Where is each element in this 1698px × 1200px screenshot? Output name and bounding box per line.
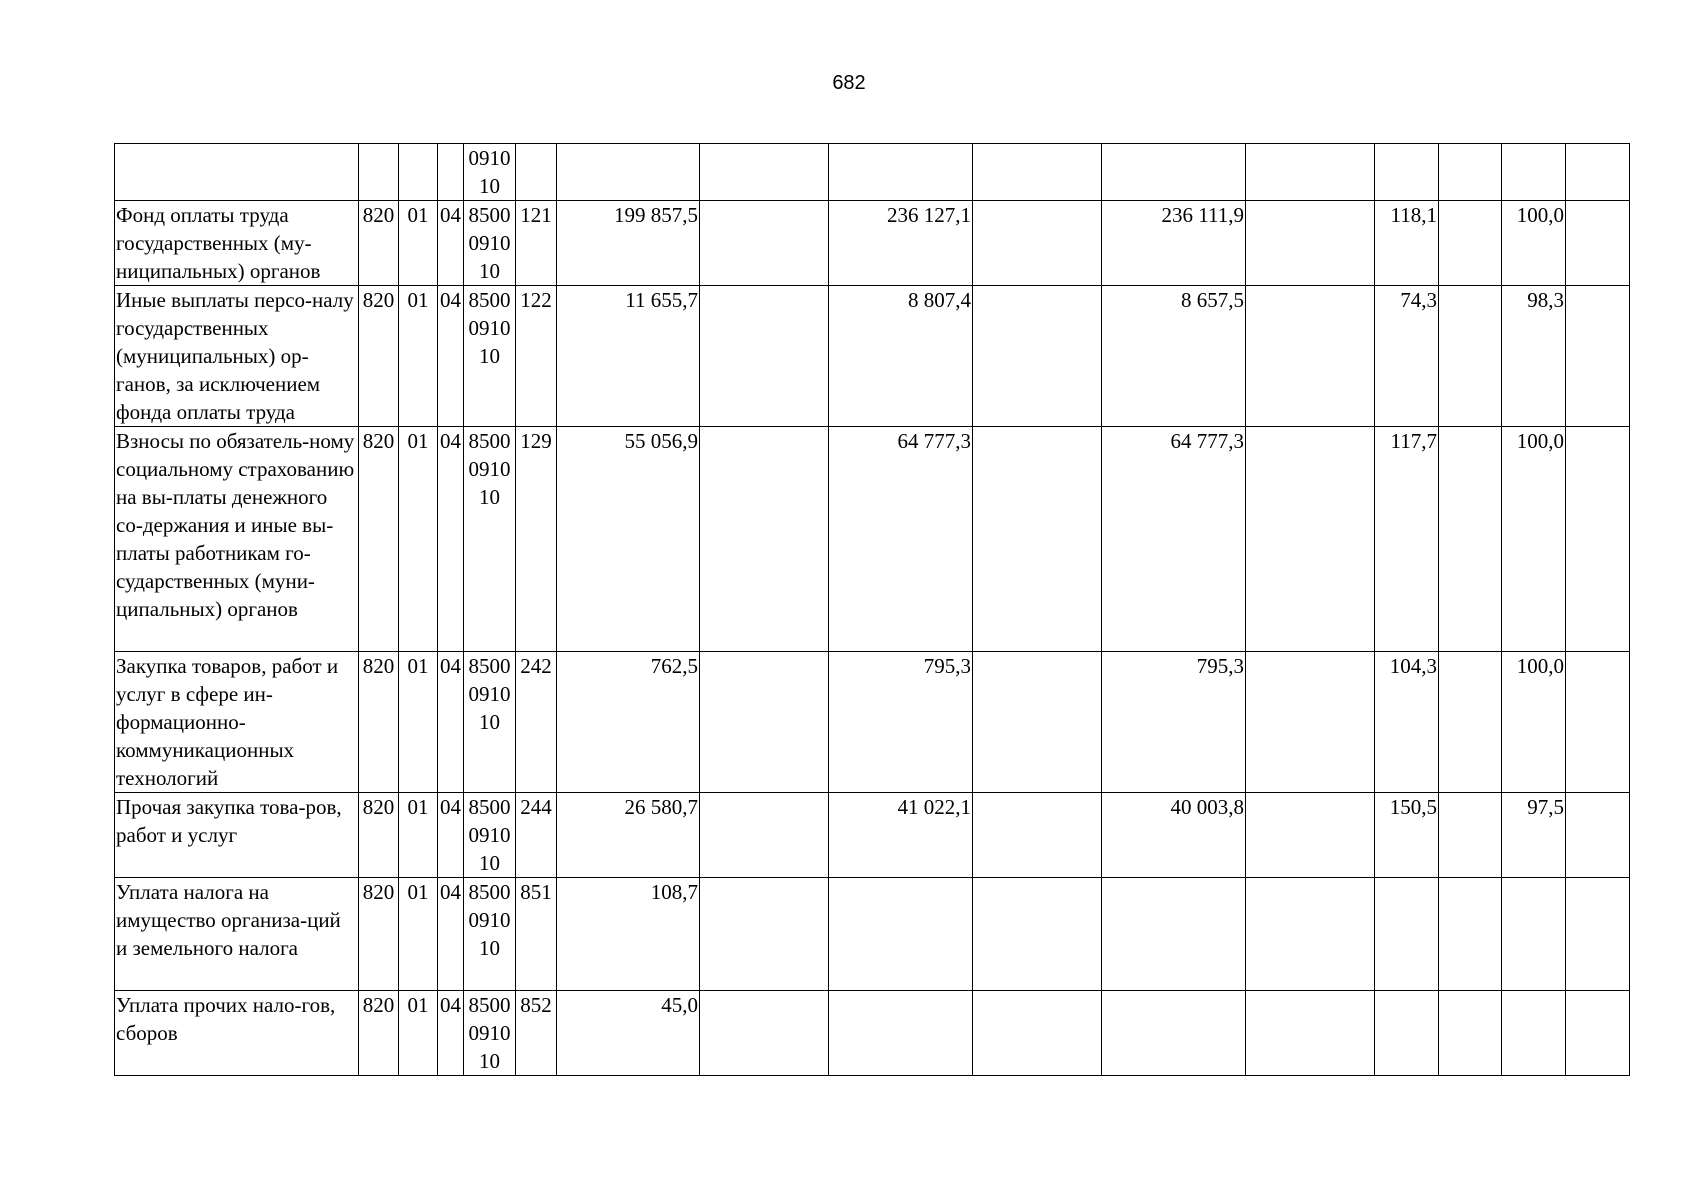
spacer-cell <box>973 427 1102 652</box>
table-row <box>115 286 1630 427</box>
amount-cell-1: 762,5 <box>557 652 700 793</box>
ministry-code-cell: 820 <box>359 878 399 991</box>
amount-cell-3: 236 111,9 <box>1102 201 1246 286</box>
expense-type-cell: 242 <box>516 652 557 793</box>
expense-name-cell: Прочая закупка това-ров, работ и услуг <box>115 793 359 878</box>
amount-cell-1: 26 580,7 <box>557 793 700 878</box>
amount-cell-2: 236 127,1 <box>829 201 973 286</box>
spacer-cell <box>973 286 1102 427</box>
spacer-cell <box>1439 201 1502 286</box>
amount-cell-1: 45,0 <box>557 991 700 1076</box>
amount-cell-3: 8 657,5 <box>1102 286 1246 427</box>
target-article-line: 0910 <box>468 316 511 340</box>
amount-cell-2: 41 022,1 <box>829 793 973 878</box>
section-code-cell: 01 <box>399 793 438 878</box>
table-row <box>115 652 1630 793</box>
spacer-cell <box>700 201 829 286</box>
subsection-code-cell: 04 <box>438 793 464 878</box>
spacer-cell <box>1246 427 1375 652</box>
target-article-line: 10 <box>479 485 500 509</box>
extra-cell <box>1566 793 1630 878</box>
percent-cell-1: 104,3 <box>1375 652 1439 793</box>
target-article-cell <box>464 991 516 1076</box>
target-article-line: 8500 <box>468 203 511 227</box>
spacer-cell <box>1439 144 1502 201</box>
amount-cell-1: 11 655,7 <box>557 286 700 427</box>
table-row <box>115 201 1630 286</box>
subsection-code-cell: 04 <box>438 427 464 652</box>
spacer-cell <box>1439 286 1502 427</box>
ministry-code-cell: 820 <box>359 991 399 1076</box>
target-article-cell <box>464 878 516 991</box>
percent-cell-2 <box>1502 991 1566 1076</box>
percent-cell-1 <box>1375 991 1439 1076</box>
spacer-cell <box>700 286 829 427</box>
section-code-cell: 01 <box>399 201 438 286</box>
extra-cell <box>1566 427 1630 652</box>
section-code-cell: 01 <box>399 286 438 427</box>
expense-name-cell <box>115 144 359 201</box>
section-code-cell: 01 <box>399 652 438 793</box>
amount-cell-2 <box>829 991 973 1076</box>
target-article-line: 0910 <box>468 682 511 706</box>
table-body <box>115 144 1630 1076</box>
amount-cell-2 <box>829 878 973 991</box>
expense-type-cell: 244 <box>516 793 557 878</box>
amount-cell-2: 64 777,3 <box>829 427 973 652</box>
table-row <box>115 878 1630 991</box>
spacer-cell <box>1246 286 1375 427</box>
subsection-code-cell: 04 <box>438 878 464 991</box>
spacer-cell <box>700 144 829 201</box>
target-article-cell <box>464 286 516 427</box>
percent-cell-1: 118,1 <box>1375 201 1439 286</box>
table-row <box>115 793 1630 878</box>
spacer-cell <box>1439 652 1502 793</box>
target-article-line: 0910 <box>468 823 511 847</box>
amount-cell-1: 55 056,9 <box>557 427 700 652</box>
percent-cell-1: 117,7 <box>1375 427 1439 652</box>
spacer-cell <box>973 652 1102 793</box>
percent-cell-2: 100,0 <box>1502 427 1566 652</box>
expense-name-cell: Уплата налога на имущество организа-ций и земельного налога <box>115 878 359 991</box>
target-article-cell <box>464 144 516 201</box>
amount-cell-3 <box>1102 144 1246 201</box>
spacer-cell <box>973 144 1102 201</box>
spacer-cell <box>973 878 1102 991</box>
target-article-line: 0910 <box>468 457 511 481</box>
target-article-line: 0910 <box>468 1021 511 1045</box>
section-code-cell <box>399 144 438 201</box>
spacer-cell <box>1246 144 1375 201</box>
expense-type-cell: 852 <box>516 991 557 1076</box>
target-article-cell <box>464 793 516 878</box>
spacer-cell <box>1439 793 1502 878</box>
target-article-line: 0910 <box>468 146 511 170</box>
amount-cell-1 <box>557 144 700 201</box>
target-article-line: 10 <box>479 851 500 875</box>
target-article-cell <box>464 652 516 793</box>
expense-name-cell: Закупка товаров, работ и услуг в сфере ин-формационно-коммуникационных технологий <box>115 652 359 793</box>
expense-name-cell: Иные выплаты персо-налу государственных (муниципальных) ор-ганов, за исключением фонда оплаты труда <box>115 286 359 427</box>
percent-cell-1: 150,5 <box>1375 793 1439 878</box>
amount-cell-2: 795,3 <box>829 652 973 793</box>
spacer-cell <box>1439 991 1502 1076</box>
section-code-cell: 01 <box>399 427 438 652</box>
target-article-line: 10 <box>479 1049 500 1073</box>
expense-type-cell: 851 <box>516 878 557 991</box>
spacer-cell <box>1439 878 1502 991</box>
percent-cell-2: 97,5 <box>1502 793 1566 878</box>
amount-cell-3 <box>1102 991 1246 1076</box>
target-article-line: 8500 <box>468 993 511 1017</box>
percent-cell-2 <box>1502 878 1566 991</box>
percent-cell-1: 74,3 <box>1375 286 1439 427</box>
ministry-code-cell: 820 <box>359 793 399 878</box>
target-article-line: 0910 <box>468 908 511 932</box>
spacer-cell <box>1246 991 1375 1076</box>
spacer-cell <box>700 991 829 1076</box>
expense-name-cell: Взносы по обязатель-ному социальному страхованию на вы-платы денежного со-держания и иные вы-платы работникам го-сударственных (муни-ципальных) органов <box>115 427 359 652</box>
target-article-line: 10 <box>479 936 500 960</box>
spacer-cell <box>1246 201 1375 286</box>
budget-table <box>114 143 1630 1076</box>
subsection-code-cell <box>438 144 464 201</box>
spacer-cell <box>1246 793 1375 878</box>
amount-cell-2 <box>829 144 973 201</box>
spacer-cell <box>973 991 1102 1076</box>
extra-cell <box>1566 652 1630 793</box>
expense-name-cell: Фонд оплаты труда государственных (му-ниципальных) органов <box>115 201 359 286</box>
amount-cell-2: 8 807,4 <box>829 286 973 427</box>
amount-cell-1: 108,7 <box>557 878 700 991</box>
percent-cell-2: 98,3 <box>1502 286 1566 427</box>
spacer-cell <box>700 652 829 793</box>
spacer-cell <box>973 201 1102 286</box>
target-article-line: 0910 <box>468 231 511 255</box>
target-article-line: 8500 <box>468 288 511 312</box>
subsection-code-cell: 04 <box>438 652 464 793</box>
ministry-code-cell: 820 <box>359 427 399 652</box>
target-article-line: 8500 <box>468 429 511 453</box>
section-code-cell: 01 <box>399 991 438 1076</box>
expense-type-cell: 129 <box>516 427 557 652</box>
target-article-line: 10 <box>479 174 500 198</box>
target-article-line: 8500 <box>468 880 511 904</box>
subsection-code-cell: 04 <box>438 991 464 1076</box>
percent-cell-2 <box>1502 144 1566 201</box>
amount-cell-3: 64 777,3 <box>1102 427 1246 652</box>
expense-type-cell: 122 <box>516 286 557 427</box>
percent-cell-1 <box>1375 878 1439 991</box>
target-article-cell <box>464 427 516 652</box>
target-article-cell <box>464 201 516 286</box>
ministry-code-cell <box>359 144 399 201</box>
subsection-code-cell: 04 <box>438 201 464 286</box>
table-row <box>115 144 1630 201</box>
target-article-line: 8500 <box>468 654 511 678</box>
extra-cell <box>1566 878 1630 991</box>
target-article-line: 10 <box>479 344 500 368</box>
amount-cell-3: 40 003,8 <box>1102 793 1246 878</box>
percent-cell-1 <box>1375 144 1439 201</box>
expense-type-cell <box>516 144 557 201</box>
spacer-cell <box>700 878 829 991</box>
spacer-cell <box>1246 652 1375 793</box>
expense-name-cell: Уплата прочих нало-гов, сборов <box>115 991 359 1076</box>
target-article-line: 8500 <box>468 795 511 819</box>
amount-cell-3: 795,3 <box>1102 652 1246 793</box>
section-code-cell: 01 <box>399 878 438 991</box>
page-number: 682 <box>832 72 866 94</box>
extra-cell <box>1566 144 1630 201</box>
target-article-line: 10 <box>479 710 500 734</box>
extra-cell <box>1566 286 1630 427</box>
amount-cell-1: 199 857,5 <box>557 201 700 286</box>
spacer-cell <box>700 793 829 878</box>
spacer-cell <box>1246 878 1375 991</box>
target-article-line: 10 <box>479 259 500 283</box>
extra-cell <box>1566 201 1630 286</box>
ministry-code-cell: 820 <box>359 652 399 793</box>
expense-type-cell: 121 <box>516 201 557 286</box>
ministry-code-cell: 820 <box>359 286 399 427</box>
percent-cell-2: 100,0 <box>1502 652 1566 793</box>
subsection-code-cell: 04 <box>438 286 464 427</box>
amount-cell-3 <box>1102 878 1246 991</box>
table-row <box>115 991 1630 1076</box>
table-row <box>115 427 1630 652</box>
spacer-cell <box>973 793 1102 878</box>
extra-cell <box>1566 991 1630 1076</box>
spacer-cell <box>700 427 829 652</box>
spacer-cell <box>1439 427 1502 652</box>
percent-cell-2: 100,0 <box>1502 201 1566 286</box>
ministry-code-cell: 820 <box>359 201 399 286</box>
